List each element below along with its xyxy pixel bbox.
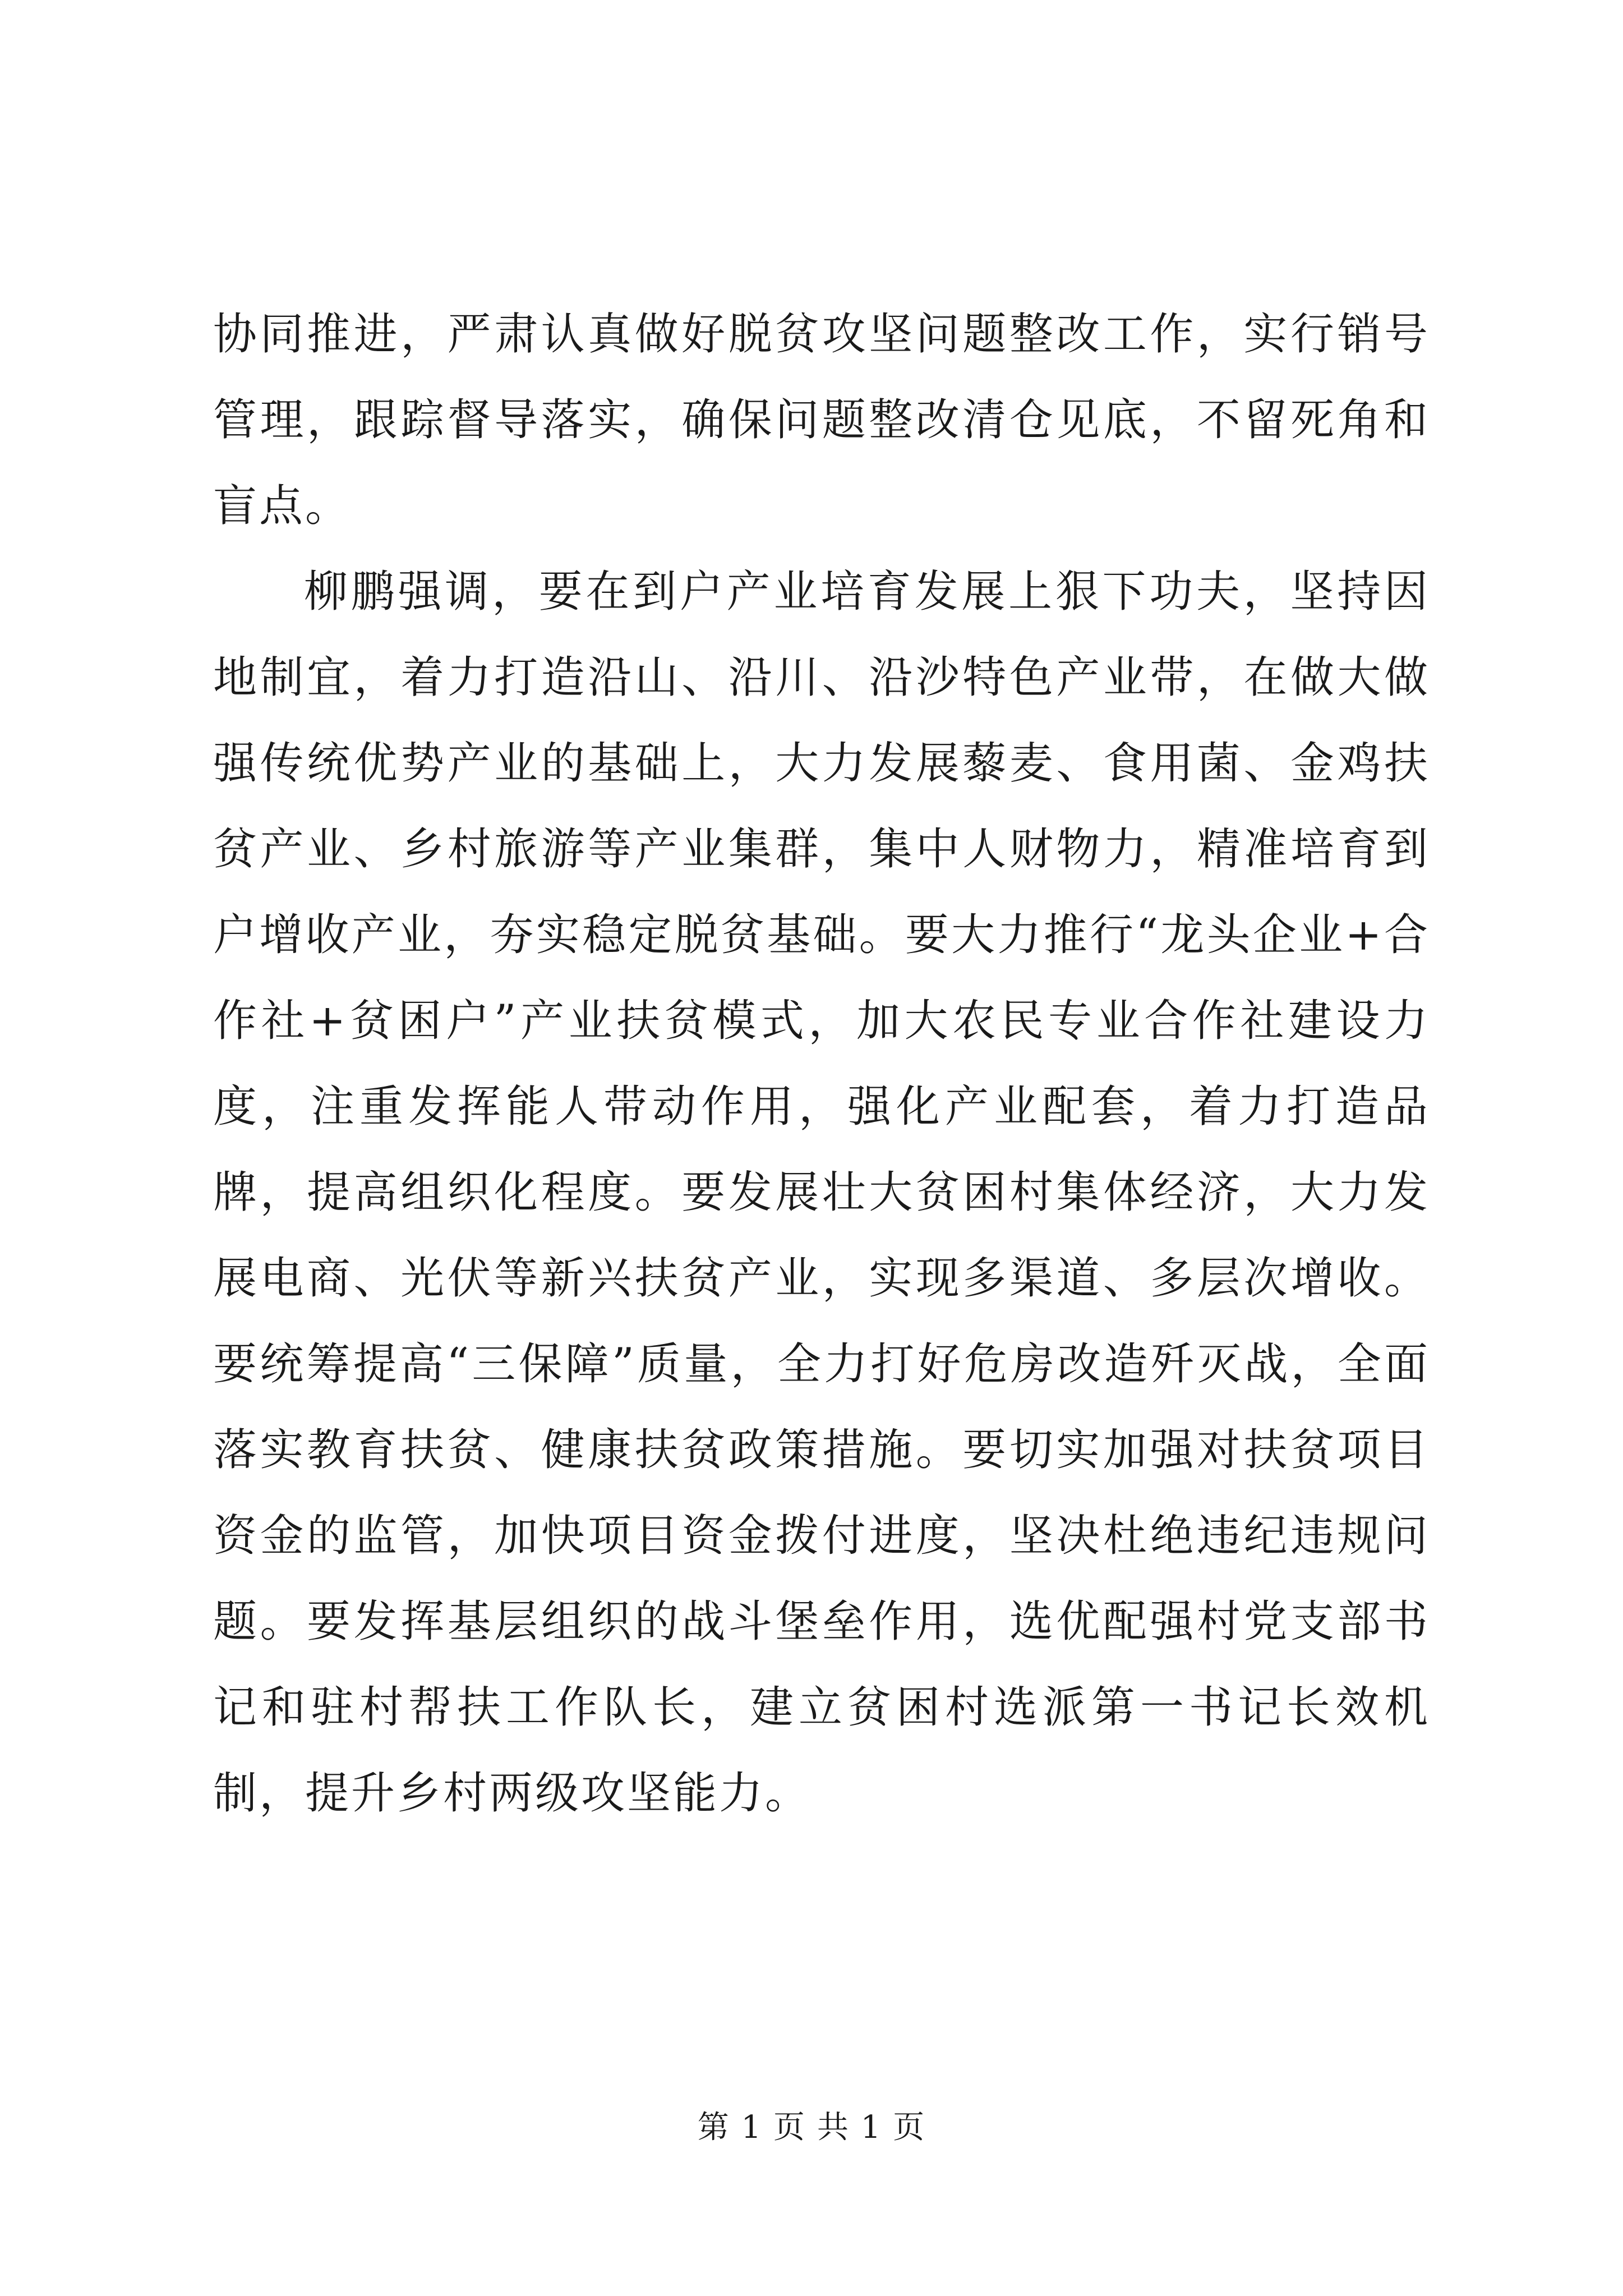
paragraph-continuation: 协同推进，严肃认真做好脱贫攻坚问题整改工作，实行销号管理，跟踪督导落实，确保问题整改清仓见底，不留死角和盲点。 [213, 309, 1430, 531]
page-footer [0, 2102, 1623, 2147]
document-body [213, 292, 1430, 1837]
page-total: 共 1 页 [817, 2109, 926, 2146]
page-number: 第 1 页 [697, 2109, 806, 2146]
paragraph-liu-peng: 柳鹏强调，要在到户产业培育发展上狠下功夫，坚持因地制宜，着力打造沿山、沿川、沿沙特色产业带，在做大做强传统优势产业的基础上，大力发展藜麦、食用菌、金鸡扶贫产业、乡村旅游等产业集群，集中人财物力，精准培育到户增收产业，夯实稳定脱贫基础。要大力推行“龙头企业+合作社+贫困户”产业扶贫模式，加大农民专业合作社建设力度，注重发挥能人带动作用，强化产业配套，着力打造品牌，提高组织化程度。要发展壮大贫困村集体经济，大力发展电商、光伏等新兴扶贫产业，实现多渠道、多层次增收。要统筹提高“三保障”质量，全力打好危房改造歼灭战，全面落实教育扶贫、健康扶贫政策措施。要切实加强对扶贫项目资金的监管，加快项目资金拨付进度，坚决杜绝违纪违规问题。要发挥基层组织的战斗堡垒作用，选优配强村党支部书记和驻村帮扶工作队长，建立贫困村选派第一书记长效机制，提升乡村两级攻坚能力。 [213, 567, 1430, 1819]
